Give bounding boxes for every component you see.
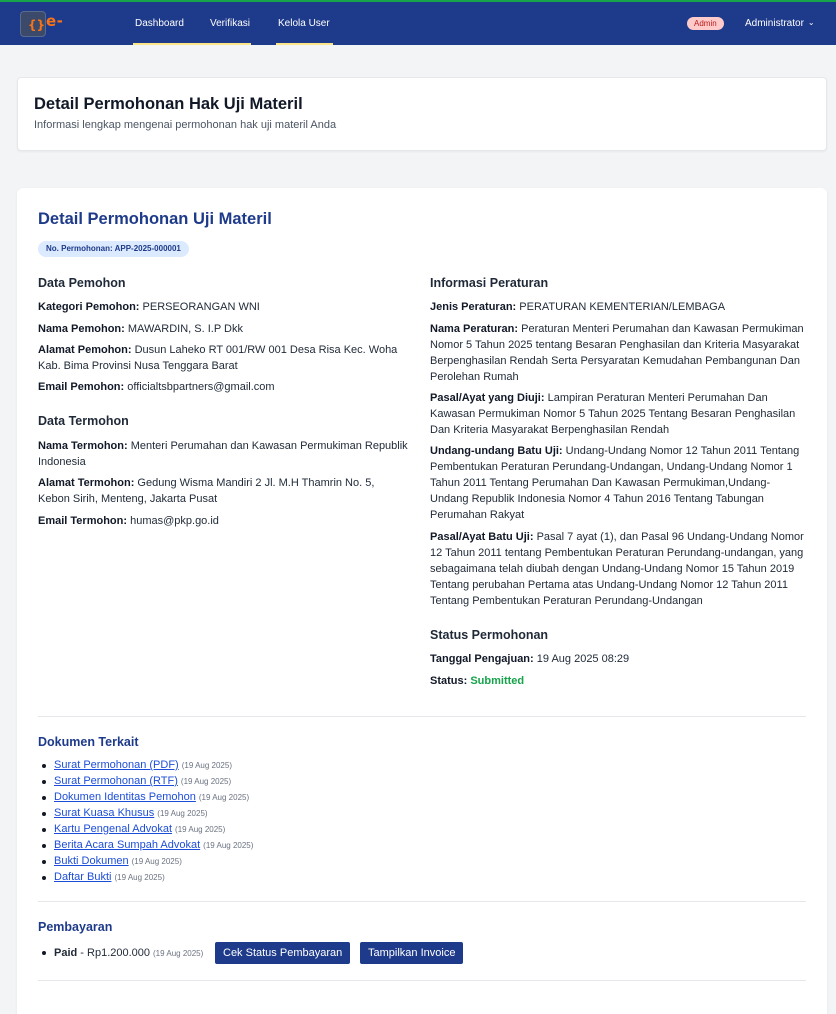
field-status: Status: Submitted (430, 675, 525, 687)
list-item (38, 789, 253, 805)
user-name: Administrator (745, 18, 804, 29)
payment-separator: - (77, 947, 88, 959)
application-number-badge: No. Permohonan: APP-2025-000001 (38, 241, 189, 257)
field-pasal-diuji: Pasal/Ayat yang Diuji: Lampiran Peraturan Menteri Perumahan Dan Kawasan Permukiman Nomor 5 Tahun 2025 Tentang Besaran Penghasilan Dan Kriteria Masyarakat Berpenghasilan Rendah (430, 392, 796, 436)
nav-kelola-user[interactable] (278, 2, 330, 45)
field-email-termohon: Email Termohon: humas@pkp.go.id (38, 515, 219, 527)
field-tanggal-pengajuan: Tanggal Pengajuan: 19 Aug 2025 08:29 (430, 653, 630, 665)
field-pasal-batu-uji: Pasal/Ayat Batu Uji: Pasal 7 ayat (1), dan Pasal 96 Undang-Undang Nomor 12 Tahun 2011 tentang Pembentukan Peraturan Perundang-undangan, yang sebagaimana telah diubah dengan Undang-Undang Nomor 15 Tahun 2019 Tentang perubahan Pertama atas Undang-Undang Nomor 12 Tahun 2011 Tentang Pembentukan Peraturan Perundang-Undangan (430, 531, 804, 607)
list-item (38, 757, 253, 773)
divider (38, 980, 806, 981)
nav-verifikasi-label: Verifikasi (210, 18, 251, 29)
section-pembayaran: Pembayaran (38, 920, 113, 934)
list-item (38, 773, 253, 789)
payment-amount: Rp1.200.000 (87, 947, 151, 959)
field-nama-pemohon: Nama Pemohon: MAWARDIN, S. I.P Dkk (38, 323, 243, 335)
field-jenis-peraturan: Jenis Peraturan: PERATURAN KEMENTERIAN/LEMBAGA (430, 301, 726, 313)
field-alamat-termohon: Alamat Termohon: Gedung Wisma Mandiri 2 Jl. M.H Thamrin No. 5, Kebon Sirih, Menteng, Jakarta Pusat (38, 477, 375, 505)
document-link[interactable]: Berita Acara Sumpah Advokat (54, 839, 201, 851)
list-item (38, 805, 253, 821)
nav-underline (133, 43, 209, 45)
field-email-pemohon: Email Pemohon: officialtsbpartners@gmail.com (38, 381, 275, 393)
document-link[interactable]: Dokumen Identitas Pemohon (54, 791, 196, 803)
document-link[interactable]: Surat Permohonan (RTF) (54, 775, 178, 787)
page-header-card (17, 77, 827, 151)
document-link[interactable]: Daftar Bukti (54, 871, 112, 883)
top-navbar (0, 0, 836, 45)
section-dokumen-terkait: Dokumen Terkait (38, 735, 139, 749)
document-date: (19 Aug 2025) (203, 841, 254, 850)
show-invoice-button[interactable]: Tampilkan Invoice (360, 942, 463, 964)
document-link[interactable]: Bukti Dokumen (54, 855, 129, 867)
logo-icon: {} (20, 11, 46, 37)
document-link[interactable]: Kartu Pengenal Advokat (54, 823, 173, 835)
list-item (38, 821, 253, 837)
payment-status: Paid (54, 947, 78, 959)
page-title: Detail Permohonan Hak Uji Materil (34, 95, 303, 113)
document-date: (19 Aug 2025) (114, 873, 165, 882)
page-subtitle: Informasi lengkap mengenai permohonan hak uji materil Anda (34, 119, 337, 131)
user-menu[interactable] (745, 2, 815, 45)
check-payment-status-button[interactable]: Cek Status Pembayaran (215, 942, 350, 964)
nav-verifikasi[interactable] (210, 2, 250, 45)
role-badge: Admin (687, 17, 724, 30)
payment-row (38, 942, 203, 964)
document-list (38, 757, 253, 885)
list-item (38, 837, 253, 853)
section-data-pemohon: Data Pemohon (38, 276, 126, 290)
document-link[interactable]: Surat Permohonan (PDF) (54, 759, 179, 771)
logo-text: e-HUM (46, 12, 105, 30)
field-nama-peraturan: Nama Peraturan: Peraturan Menteri Perumahan dan Kawasan Permukiman Nomor 5 Tahun 2025 tentang Besaran Penghasilan dan Kriteria Masyarakat Berpenghasilan Rendah Serta Persyaratan Kemudahan Pembangunan Dan Perolehan Rumah (430, 323, 804, 383)
section-informasi-peraturan: Informasi Peraturan (430, 276, 549, 290)
nav-dashboard-label: Dashboard (135, 18, 184, 29)
divider (38, 901, 806, 902)
list-item (38, 853, 253, 869)
chevron-down-icon: ⌄ (807, 18, 815, 27)
nav-dashboard[interactable] (135, 2, 184, 45)
document-date: (19 Aug 2025) (180, 777, 232, 786)
field-kategori-pemohon: Kategori Pemohon: PERSEORANGAN WNI (38, 301, 260, 313)
list-item (38, 869, 253, 885)
document-date: (19 Aug 2025) (131, 857, 182, 866)
document-date: (19 Aug 2025) (157, 809, 208, 818)
section-data-termohon: Data Termohon (38, 414, 129, 428)
detail-card (17, 188, 827, 1014)
payment-date: (19 Aug 2025) (153, 949, 204, 958)
nav-kelola-user-label: Kelola User (278, 18, 330, 29)
document-date: (19 Aug 2025) (175, 825, 226, 834)
app-logo[interactable] (20, 11, 110, 37)
field-alamat-pemohon: Alamat Pemohon: Dusun Laheko RT 001/RW 001 Desa Risa Kec. Woha Kab. Bima Provinsi Nusa Tenggara Barat (38, 344, 398, 372)
document-link[interactable]: Surat Kuasa Khusus (54, 807, 155, 819)
nav-underline (276, 43, 333, 45)
divider (38, 716, 806, 717)
document-date: (19 Aug 2025) (198, 793, 250, 802)
detail-title: Detail Permohonan Uji Materil (38, 210, 272, 228)
section-status-permohonan: Status Permohonan (430, 628, 549, 642)
document-date: (19 Aug 2025) (181, 761, 232, 770)
field-nama-termohon: Nama Termohon: Menteri Perumahan dan Kawasan Permukiman Republik Indonesia (38, 440, 408, 468)
nav-underline (208, 43, 251, 45)
status-badge: Submitted (470, 675, 525, 687)
field-uu-batu-uji: Undang-undang Batu Uji: Undang-Undang Nomor 12 Tahun 2011 Tentang Pembentukan Peraturan Perundang-Undangan, Undang-Undang Nomor 1 Tahun 2011 Tentang Perumahan Dan Kawasan Permukiman,Undang-Undang Republik Indonesia Nomor 4 Tahun 2016 Tentang Tabungan Perumahan Rakyat (430, 445, 800, 521)
